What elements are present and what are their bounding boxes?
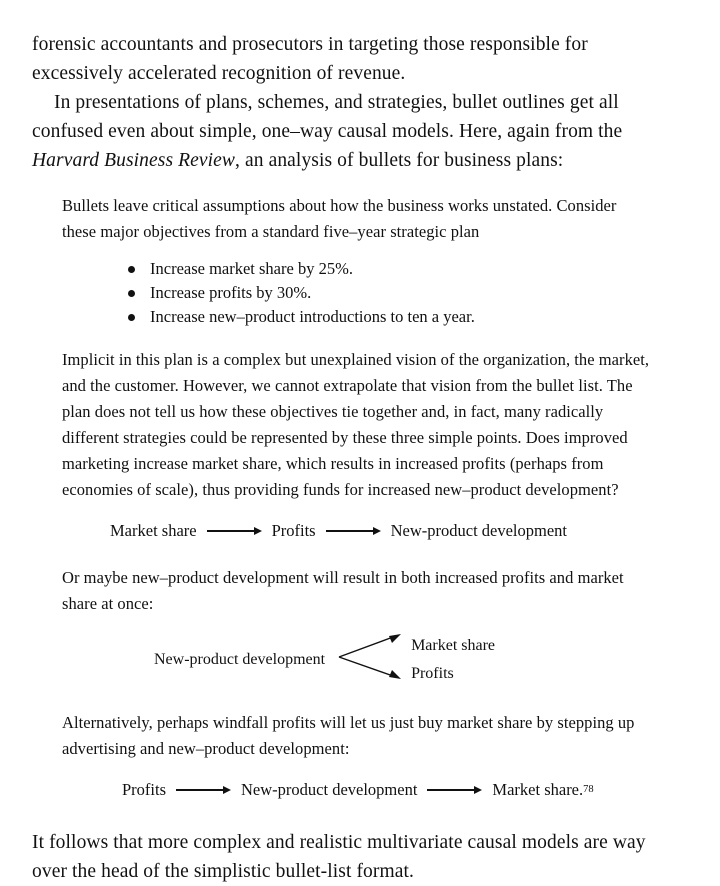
quote-paragraph-3: Or maybe new–product development will result in both increased profits and market share at once: <box>62 568 624 613</box>
closing-block <box>32 828 680 886</box>
paragraph-continuation: forensic accountants and prosecutors in targeting those responsible for excessively accelerated recognition of revenue. <box>32 34 588 84</box>
diagram-1-node-1: Market share <box>110 521 197 540</box>
diagram-1-node-3: New-product development <box>390 521 568 540</box>
paragraph-intro-tail: , an analysis of bullets for business plans: <box>235 150 564 171</box>
footnote-marker: 78 <box>583 784 594 795</box>
objectives-bullet-list <box>62 257 650 329</box>
quote-paragraph-2: Implicit in this plan is a complex but unexplained vision of the organization, the market, and the customer. However, we cannot extrapolate that vision from the bullet list. The plan does not tell us how these objectives tie together and, in fact, many radically different strategies could be represented by these three simple points. Does improved marketing increase market share, which results in increased profits (perhaps from economies of scale), thus providing funds for increased new–product development? <box>62 350 650 499</box>
bullet-label: Increase profits by 30%. <box>150 283 312 302</box>
bullet-dot-icon <box>128 290 135 297</box>
causal-diagram-2 <box>62 631 650 688</box>
list-item <box>128 257 650 281</box>
block-quote <box>32 193 680 802</box>
quote-paragraph-4: Alternatively, perhaps windfall profits will let us just buy market share by stepping up advertising and new–product development: <box>62 713 635 758</box>
diagram-2-source: New-product development <box>154 650 326 668</box>
causal-diagram-1 <box>62 519 650 543</box>
quote-paragraph-1: Bullets leave critical assumptions about how the business works unstated. Consider these major objectives from a standard five–year strategic plan <box>62 196 617 241</box>
diagram-2-target-1: Market share <box>411 636 496 654</box>
list-item <box>128 281 650 305</box>
journal-title: Harvard Business Review <box>32 150 236 171</box>
arrow-right-icon <box>207 527 262 535</box>
diagram-2-targets <box>411 636 495 684</box>
arrow-right-icon <box>176 786 231 794</box>
diagram-3-node-2: New-product development <box>241 780 418 799</box>
bullet-label: Increase market share by 25%. <box>150 259 353 278</box>
bullet-dot-icon <box>128 266 135 273</box>
arrow-right-icon <box>326 527 381 535</box>
diagram-3-node-3: Market share. <box>492 780 584 799</box>
branch-arrows-icon <box>337 631 407 688</box>
diagram-1-node-2: Profits <box>271 521 316 540</box>
paragraph-closing: It follows that more complex and realistic multivariate causal models are way over the head of the simplistic bullet-list format. <box>32 832 646 882</box>
paragraph-intro <box>32 88 680 175</box>
bullet-dot-icon <box>128 314 135 321</box>
bullet-label: Increase new–product introductions to ten a year. <box>150 307 475 326</box>
diagram-3-node-1: Profits <box>122 780 167 799</box>
arrow-right-icon <box>427 786 482 794</box>
diagram-3-row <box>62 778 650 802</box>
causal-diagram-3 <box>62 778 650 802</box>
list-item <box>128 305 650 329</box>
diagram-1-row <box>62 519 650 543</box>
paragraph-intro-lead: In presentations of plans, schemes, and strategies, bullet outlines get all confused even about simple, one–way causal models. Here, again from the <box>32 92 623 142</box>
diagram-2-target-2: Profits <box>411 664 454 682</box>
